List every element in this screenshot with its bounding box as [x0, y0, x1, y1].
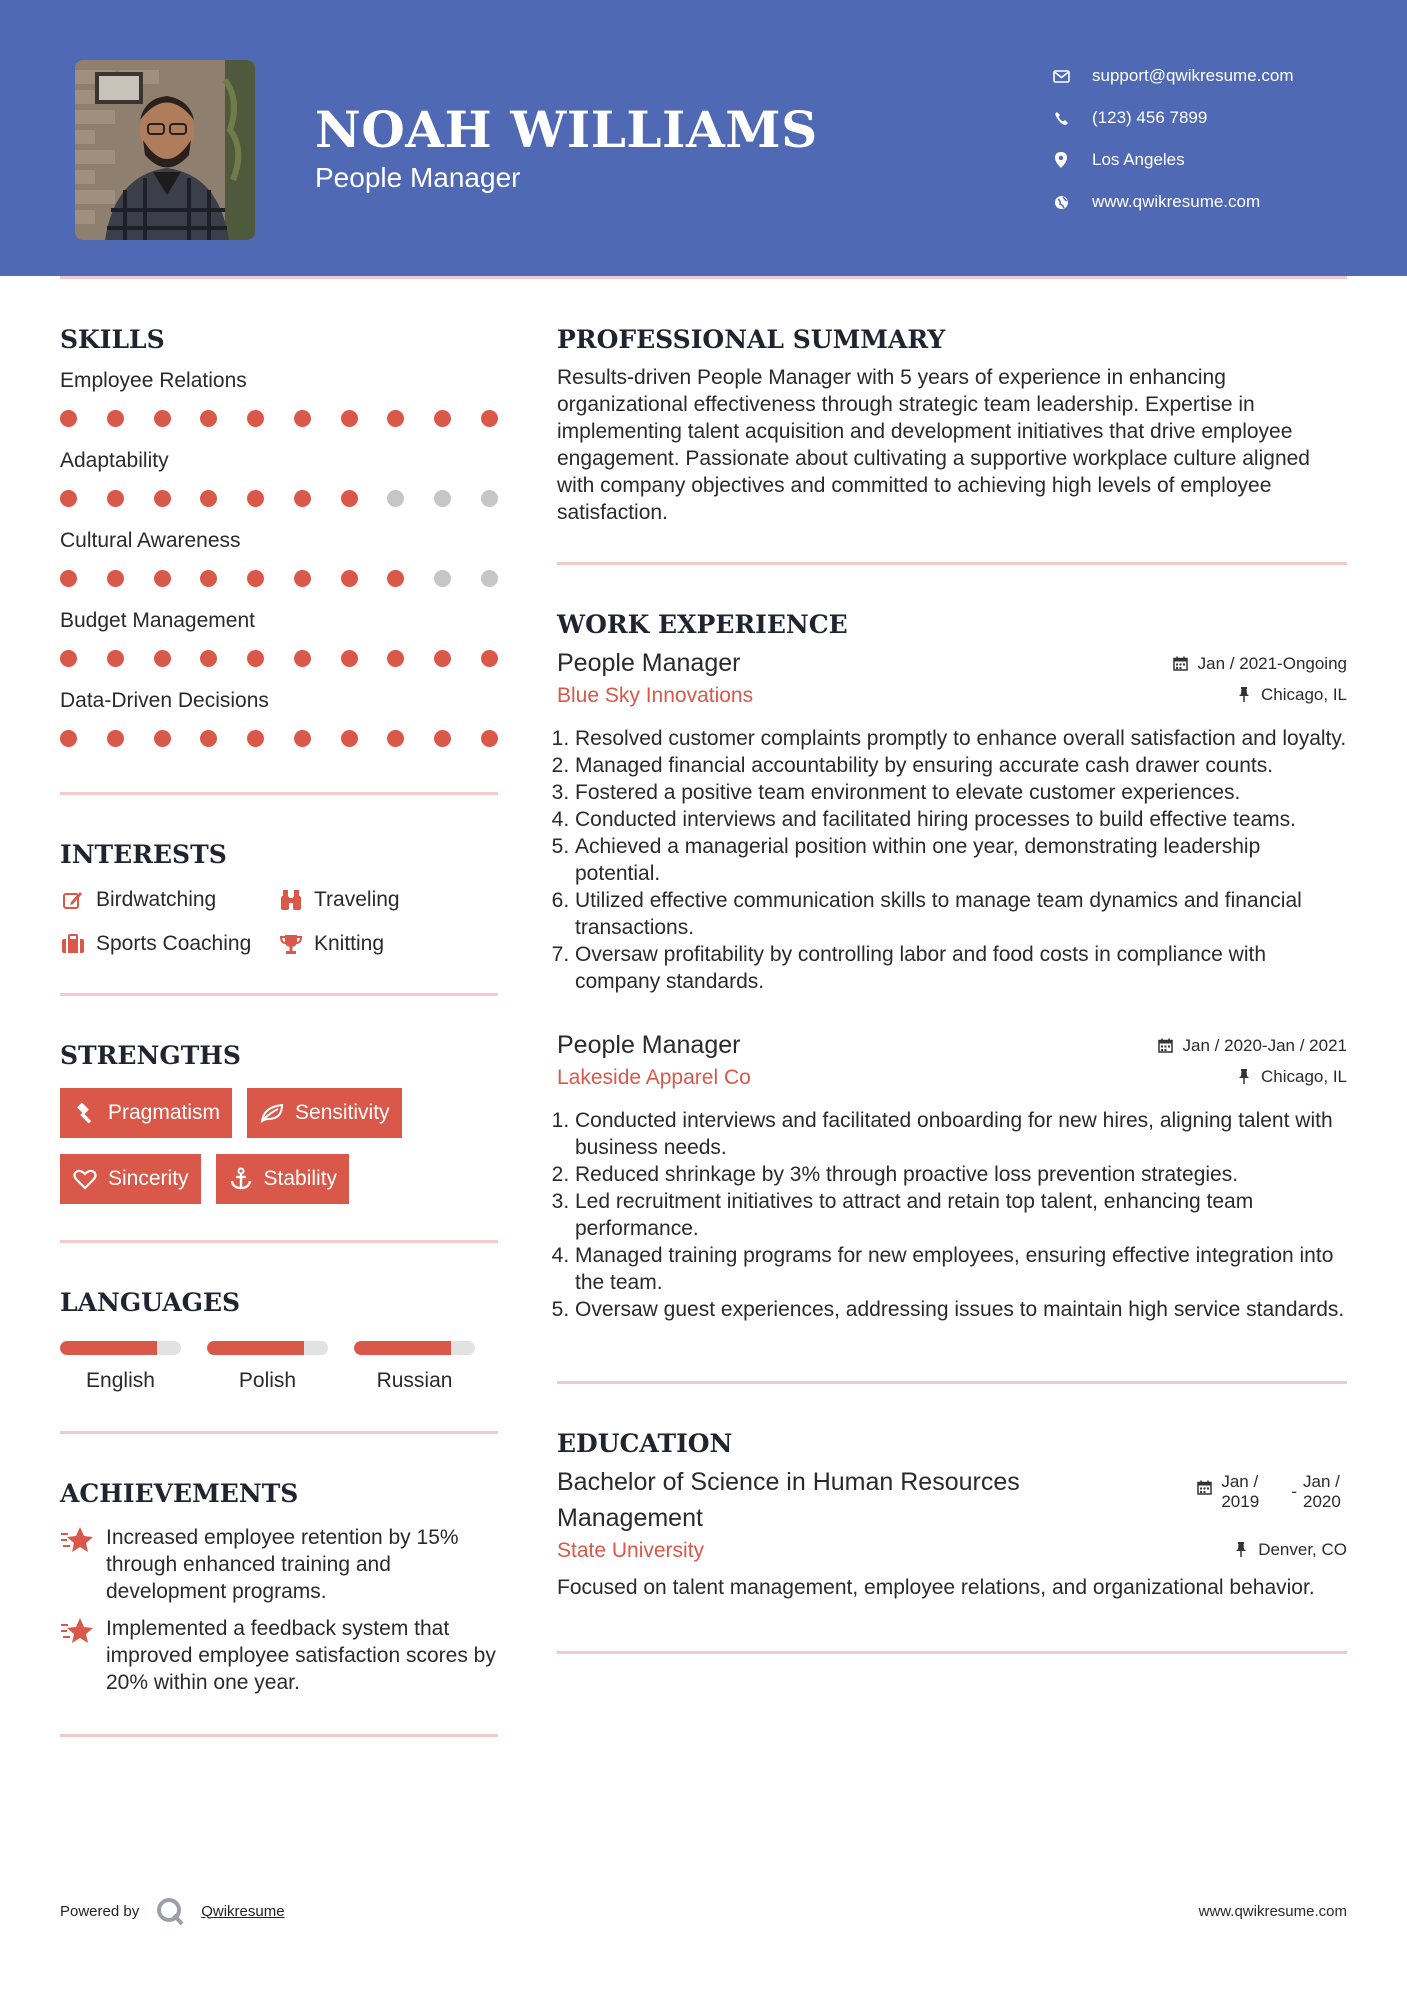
powered-by	[60, 1896, 285, 1926]
envelope-icon	[1050, 65, 1072, 87]
anchor-icon	[228, 1166, 254, 1192]
skill-rating	[60, 556, 498, 600]
section-divider	[557, 1381, 1347, 1384]
job-entry	[557, 645, 1347, 995]
job-bullet: 5. Oversaw guest experiences, addressing issues to maintain high service standards.	[575, 1296, 1347, 1323]
rating-dot-filled	[434, 650, 451, 667]
education-section	[557, 1424, 1347, 1601]
calendar-icon	[1172, 655, 1190, 673]
location-pin-icon	[1050, 149, 1072, 171]
strength-tag	[60, 1154, 201, 1204]
interests-section	[60, 835, 498, 959]
section-divider	[557, 562, 1347, 565]
rating-dot-filled	[154, 490, 171, 507]
job-location	[1235, 1067, 1347, 1087]
strength-tag	[247, 1088, 402, 1138]
achievement-text: Implemented a feedback system that improved employee satisfaction scores by 20% within one year.	[106, 1617, 496, 1694]
education-date-end: Jan / 2020	[1303, 1472, 1341, 1511]
section-divider	[60, 792, 498, 795]
pushpin-icon	[1235, 1068, 1253, 1086]
brand-link[interactable]: Qwikresume	[201, 1902, 285, 1920]
achievement-item	[60, 1615, 498, 1696]
language-name: Polish	[238, 1369, 297, 1392]
strength-label: Pragmatism	[108, 1101, 221, 1124]
summary-text: Results-driven People Manager with 5 years of experience in enhancing organizational effectiveness through strategic team leadership. Expertise in implementing talent acquisition and development initiatives that drive employee engagement. Passionate about cultivating a supportive workplace culture aligned with company objectives and committed to achieving high levels of employee satisfaction.	[557, 366, 1310, 524]
skill-name: Employee Relations	[60, 369, 247, 392]
job-date	[1157, 1036, 1347, 1056]
language-bar	[60, 1341, 181, 1355]
rating-dot-filled	[200, 730, 217, 747]
rating-dot-filled	[107, 410, 124, 427]
languages-list	[60, 1341, 498, 1393]
skill-item	[60, 366, 498, 440]
contact-email-text: support@qwikresume.com	[1092, 66, 1294, 85]
company-name: Blue Sky Innovations	[557, 684, 754, 707]
rating-dot-filled	[107, 650, 124, 667]
education-title: EDUCATION	[557, 1429, 733, 1458]
gavel-icon	[72, 1100, 98, 1126]
rating-dot-filled	[200, 490, 217, 507]
contact-phone[interactable]	[1050, 97, 1294, 139]
strength-label: Stability	[263, 1167, 338, 1190]
experience-section	[557, 605, 1347, 1323]
job-title: People Manager	[557, 1031, 741, 1059]
rating-dot-filled	[341, 570, 358, 587]
header-divider	[60, 276, 1347, 279]
job-bullet: 1. Resolved customer complaints promptly to enhance overall satisfaction and loyalty.	[575, 725, 1347, 752]
skill-name: Data-Driven Decisions	[60, 689, 269, 712]
job-bullet: 4. Conducted interviews and facilitated hiring processes to build effective teams.	[575, 806, 1347, 833]
rating-dot-filled	[200, 650, 217, 667]
skill-item	[60, 606, 498, 680]
achievement-text: Increased employee retention by 15% through enhanced training and development programs.	[106, 1526, 459, 1603]
degree-name: Bachelor of Science in Human Resources Management	[557, 1468, 1020, 1532]
pencil-square-icon	[60, 887, 86, 913]
achievement-item	[60, 1524, 498, 1605]
rating-dot-filled	[294, 490, 311, 507]
education-description: Focused on talent management, employee relations, and organizational behavior.	[557, 1576, 1315, 1599]
pushpin-icon	[1232, 1541, 1250, 1559]
job-header	[557, 645, 1347, 681]
interest-item	[60, 885, 278, 915]
languages-section	[60, 1283, 498, 1393]
interest-item	[278, 929, 498, 959]
globe-icon	[1050, 191, 1072, 213]
skill-rating	[60, 636, 498, 680]
job-bullet: 6. Utilized effective communication skills to manage team dynamics and financial transactions.	[575, 887, 1347, 941]
experience-title: WORK EXPERIENCE	[557, 610, 848, 639]
rating-dot-empty	[481, 570, 498, 587]
qwikresume-logo-icon	[155, 1896, 185, 1926]
language-bar	[207, 1341, 328, 1355]
rating-dot-filled	[387, 730, 404, 747]
job-bullets	[557, 725, 1347, 995]
job-date-text: Jan / 2020-Jan / 2021	[1182, 1035, 1347, 1055]
left-column	[60, 320, 498, 1737]
leaf-icon	[259, 1100, 285, 1126]
pushpin-icon	[1235, 686, 1253, 704]
job-bullet: 1. Conducted interviews and facilitated onboarding for new hires, aligning talent with business needs.	[575, 1107, 1347, 1161]
rating-dot-empty	[481, 490, 498, 507]
rating-dot-filled	[154, 730, 171, 747]
skill-rating	[60, 476, 498, 520]
rating-dot-empty	[434, 570, 451, 587]
footer-website[interactable]: www.qwikresume.com	[1198, 1902, 1347, 1920]
language-item	[354, 1341, 475, 1393]
skills-title: SKILLS	[60, 325, 165, 354]
rating-dot-filled	[434, 410, 451, 427]
interest-label: Traveling	[314, 888, 400, 911]
achievements-title: ACHIEVEMENTS	[60, 1479, 299, 1508]
rating-dot-filled	[60, 730, 77, 747]
rating-dot-filled	[294, 650, 311, 667]
education-location-text: Denver, CO	[1258, 1539, 1347, 1559]
rating-dot-filled	[154, 410, 171, 427]
interest-label: Knitting	[314, 932, 385, 955]
rating-dot-filled	[247, 570, 264, 587]
job-bullet: 2. Managed financial accountability by ensuring accurate cash drawer counts.	[575, 752, 1347, 779]
strengths-list	[60, 1088, 480, 1204]
star-badge-icon	[60, 1615, 94, 1649]
interest-item	[278, 885, 498, 915]
contact-location	[1050, 139, 1294, 181]
skill-rating	[60, 396, 498, 440]
rating-dot-filled	[154, 650, 171, 667]
language-bar	[354, 1341, 475, 1355]
achievements-section	[60, 1474, 498, 1696]
job-location-text: Chicago, IL	[1261, 1066, 1347, 1086]
education-subheader	[557, 1536, 1347, 1566]
education-date-start: Jan / 2019	[1221, 1472, 1260, 1511]
skill-name: Cultural Awareness	[60, 529, 241, 552]
rating-dot-filled	[294, 410, 311, 427]
skill-name: Budget Management	[60, 609, 255, 632]
job-date	[1172, 654, 1347, 674]
rating-dot-filled	[387, 570, 404, 587]
contact-website-text: www.qwikresume.com	[1092, 192, 1261, 211]
resume-header	[0, 0, 1407, 276]
strengths-title: STRENGTHS	[60, 1041, 241, 1070]
rating-dot-filled	[107, 490, 124, 507]
strength-label: Sincerity	[108, 1167, 189, 1190]
job-bullet: 2. Reduced shrinkage by 3% through proactive loss prevention strategies.	[575, 1161, 1347, 1188]
briefcase-icon	[60, 931, 86, 957]
interest-item	[60, 929, 278, 959]
rating-dot-filled	[294, 570, 311, 587]
job-bullet: 4. Managed training programs for new employees, ensuring effective integration into the team.	[575, 1242, 1347, 1296]
school-name: State University	[557, 1539, 705, 1562]
contact-website[interactable]	[1050, 181, 1294, 223]
job-bullet: 3. Fostered a positive team environment to elevate customer experiences.	[575, 779, 1347, 806]
right-column	[557, 320, 1347, 1654]
skills-list	[60, 366, 498, 760]
summary-title: PROFESSIONAL SUMMARY	[557, 325, 946, 354]
strength-label: Sensitivity	[295, 1101, 390, 1124]
interests-list	[60, 885, 498, 959]
rating-dot-filled	[481, 730, 498, 747]
education-location	[1232, 1540, 1347, 1560]
calendar-icon	[1195, 1478, 1213, 1496]
rating-dot-filled	[247, 490, 264, 507]
interest-label: Sports Coaching	[96, 932, 252, 955]
heart-icon	[72, 1166, 98, 1192]
star-badge-icon	[60, 1524, 94, 1558]
rating-dot-filled	[481, 650, 498, 667]
footer	[60, 1896, 1347, 1926]
job-bullet: 5. Achieved a managerial position within one year, demonstrating leadership potential.	[575, 833, 1347, 887]
calendar-icon	[1157, 1037, 1175, 1055]
education-date	[1195, 1472, 1347, 1512]
contact-location-text: Los Angeles	[1092, 150, 1185, 169]
phone-icon	[1050, 107, 1072, 129]
skill-rating	[60, 716, 498, 760]
language-name: Russian	[376, 1369, 453, 1392]
skill-item	[60, 446, 498, 520]
trophy-icon	[278, 931, 304, 957]
language-item	[207, 1341, 328, 1393]
job-location-text: Chicago, IL	[1261, 684, 1347, 704]
skills-section	[60, 320, 498, 760]
section-divider	[557, 1651, 1347, 1654]
languages-title: LANGUAGES	[60, 1288, 241, 1317]
rating-dot-filled	[60, 650, 77, 667]
education-header	[557, 1464, 1347, 1536]
rating-dot-empty	[434, 490, 451, 507]
rating-dot-filled	[341, 650, 358, 667]
job-subheader	[557, 681, 1347, 711]
strength-tag	[60, 1088, 232, 1138]
rating-dot-filled	[107, 730, 124, 747]
rating-dot-filled	[434, 730, 451, 747]
job-location	[1235, 685, 1347, 705]
rating-dot-filled	[154, 570, 171, 587]
rating-dot-filled	[200, 570, 217, 587]
rating-dot-filled	[387, 410, 404, 427]
job-date-text: Jan / 2021-Ongoing	[1197, 653, 1347, 673]
language-bar-fill	[60, 1341, 157, 1355]
section-divider	[60, 1431, 498, 1434]
rating-dot-filled	[60, 410, 77, 427]
rating-dot-filled	[341, 730, 358, 747]
job-title: People Manager	[557, 649, 741, 677]
summary-section	[557, 320, 1347, 526]
powered-by-text: Powered by	[60, 1902, 140, 1920]
section-divider	[60, 993, 498, 996]
skill-name: Adaptability	[60, 449, 169, 472]
rating-dot-filled	[294, 730, 311, 747]
skill-item	[60, 526, 498, 600]
company-name: Lakeside Apparel Co	[557, 1066, 751, 1089]
binoculars-icon	[278, 887, 304, 913]
rating-dot-filled	[107, 570, 124, 587]
strength-tag	[216, 1154, 350, 1204]
job-header	[557, 1027, 1347, 1063]
contact-list	[1050, 55, 1294, 223]
rating-dot-filled	[341, 490, 358, 507]
language-bar-fill	[354, 1341, 451, 1355]
rating-dot-filled	[387, 650, 404, 667]
rating-dot-empty	[387, 490, 404, 507]
rating-dot-filled	[247, 650, 264, 667]
interests-title: INTERESTS	[60, 840, 227, 869]
language-item	[60, 1341, 181, 1393]
rating-dot-filled	[247, 410, 264, 427]
candidate-title: People Manager	[315, 162, 521, 193]
section-divider	[60, 1734, 498, 1737]
contact-email[interactable]	[1050, 55, 1294, 97]
rating-dot-filled	[60, 490, 77, 507]
rating-dot-filled	[200, 410, 217, 427]
rating-dot-filled	[247, 730, 264, 747]
rating-dot-filled	[481, 410, 498, 427]
language-name: English	[86, 1369, 155, 1392]
rating-dot-filled	[341, 410, 358, 427]
job-bullets	[557, 1107, 1347, 1323]
contact-phone-text: (123) 456 7899	[1092, 108, 1208, 127]
job-bullet: 3. Led recruitment initiatives to attract and retain top talent, enhancing team performance.	[575, 1188, 1347, 1242]
profile-photo	[75, 60, 255, 240]
job-entry	[557, 1027, 1347, 1323]
candidate-name: NOAH WILLIAMS	[315, 100, 818, 159]
section-divider	[60, 1240, 498, 1243]
language-bar-fill	[207, 1341, 304, 1355]
education-date-separator: -	[1291, 1482, 1297, 1501]
job-bullet: 7. Oversaw profitability by controlling labor and food costs in compliance with company standards.	[575, 941, 1347, 995]
strengths-section	[60, 1036, 498, 1204]
skill-item	[60, 686, 498, 760]
rating-dot-filled	[60, 570, 77, 587]
interest-label: Birdwatching	[96, 888, 217, 911]
job-subheader	[557, 1063, 1347, 1093]
